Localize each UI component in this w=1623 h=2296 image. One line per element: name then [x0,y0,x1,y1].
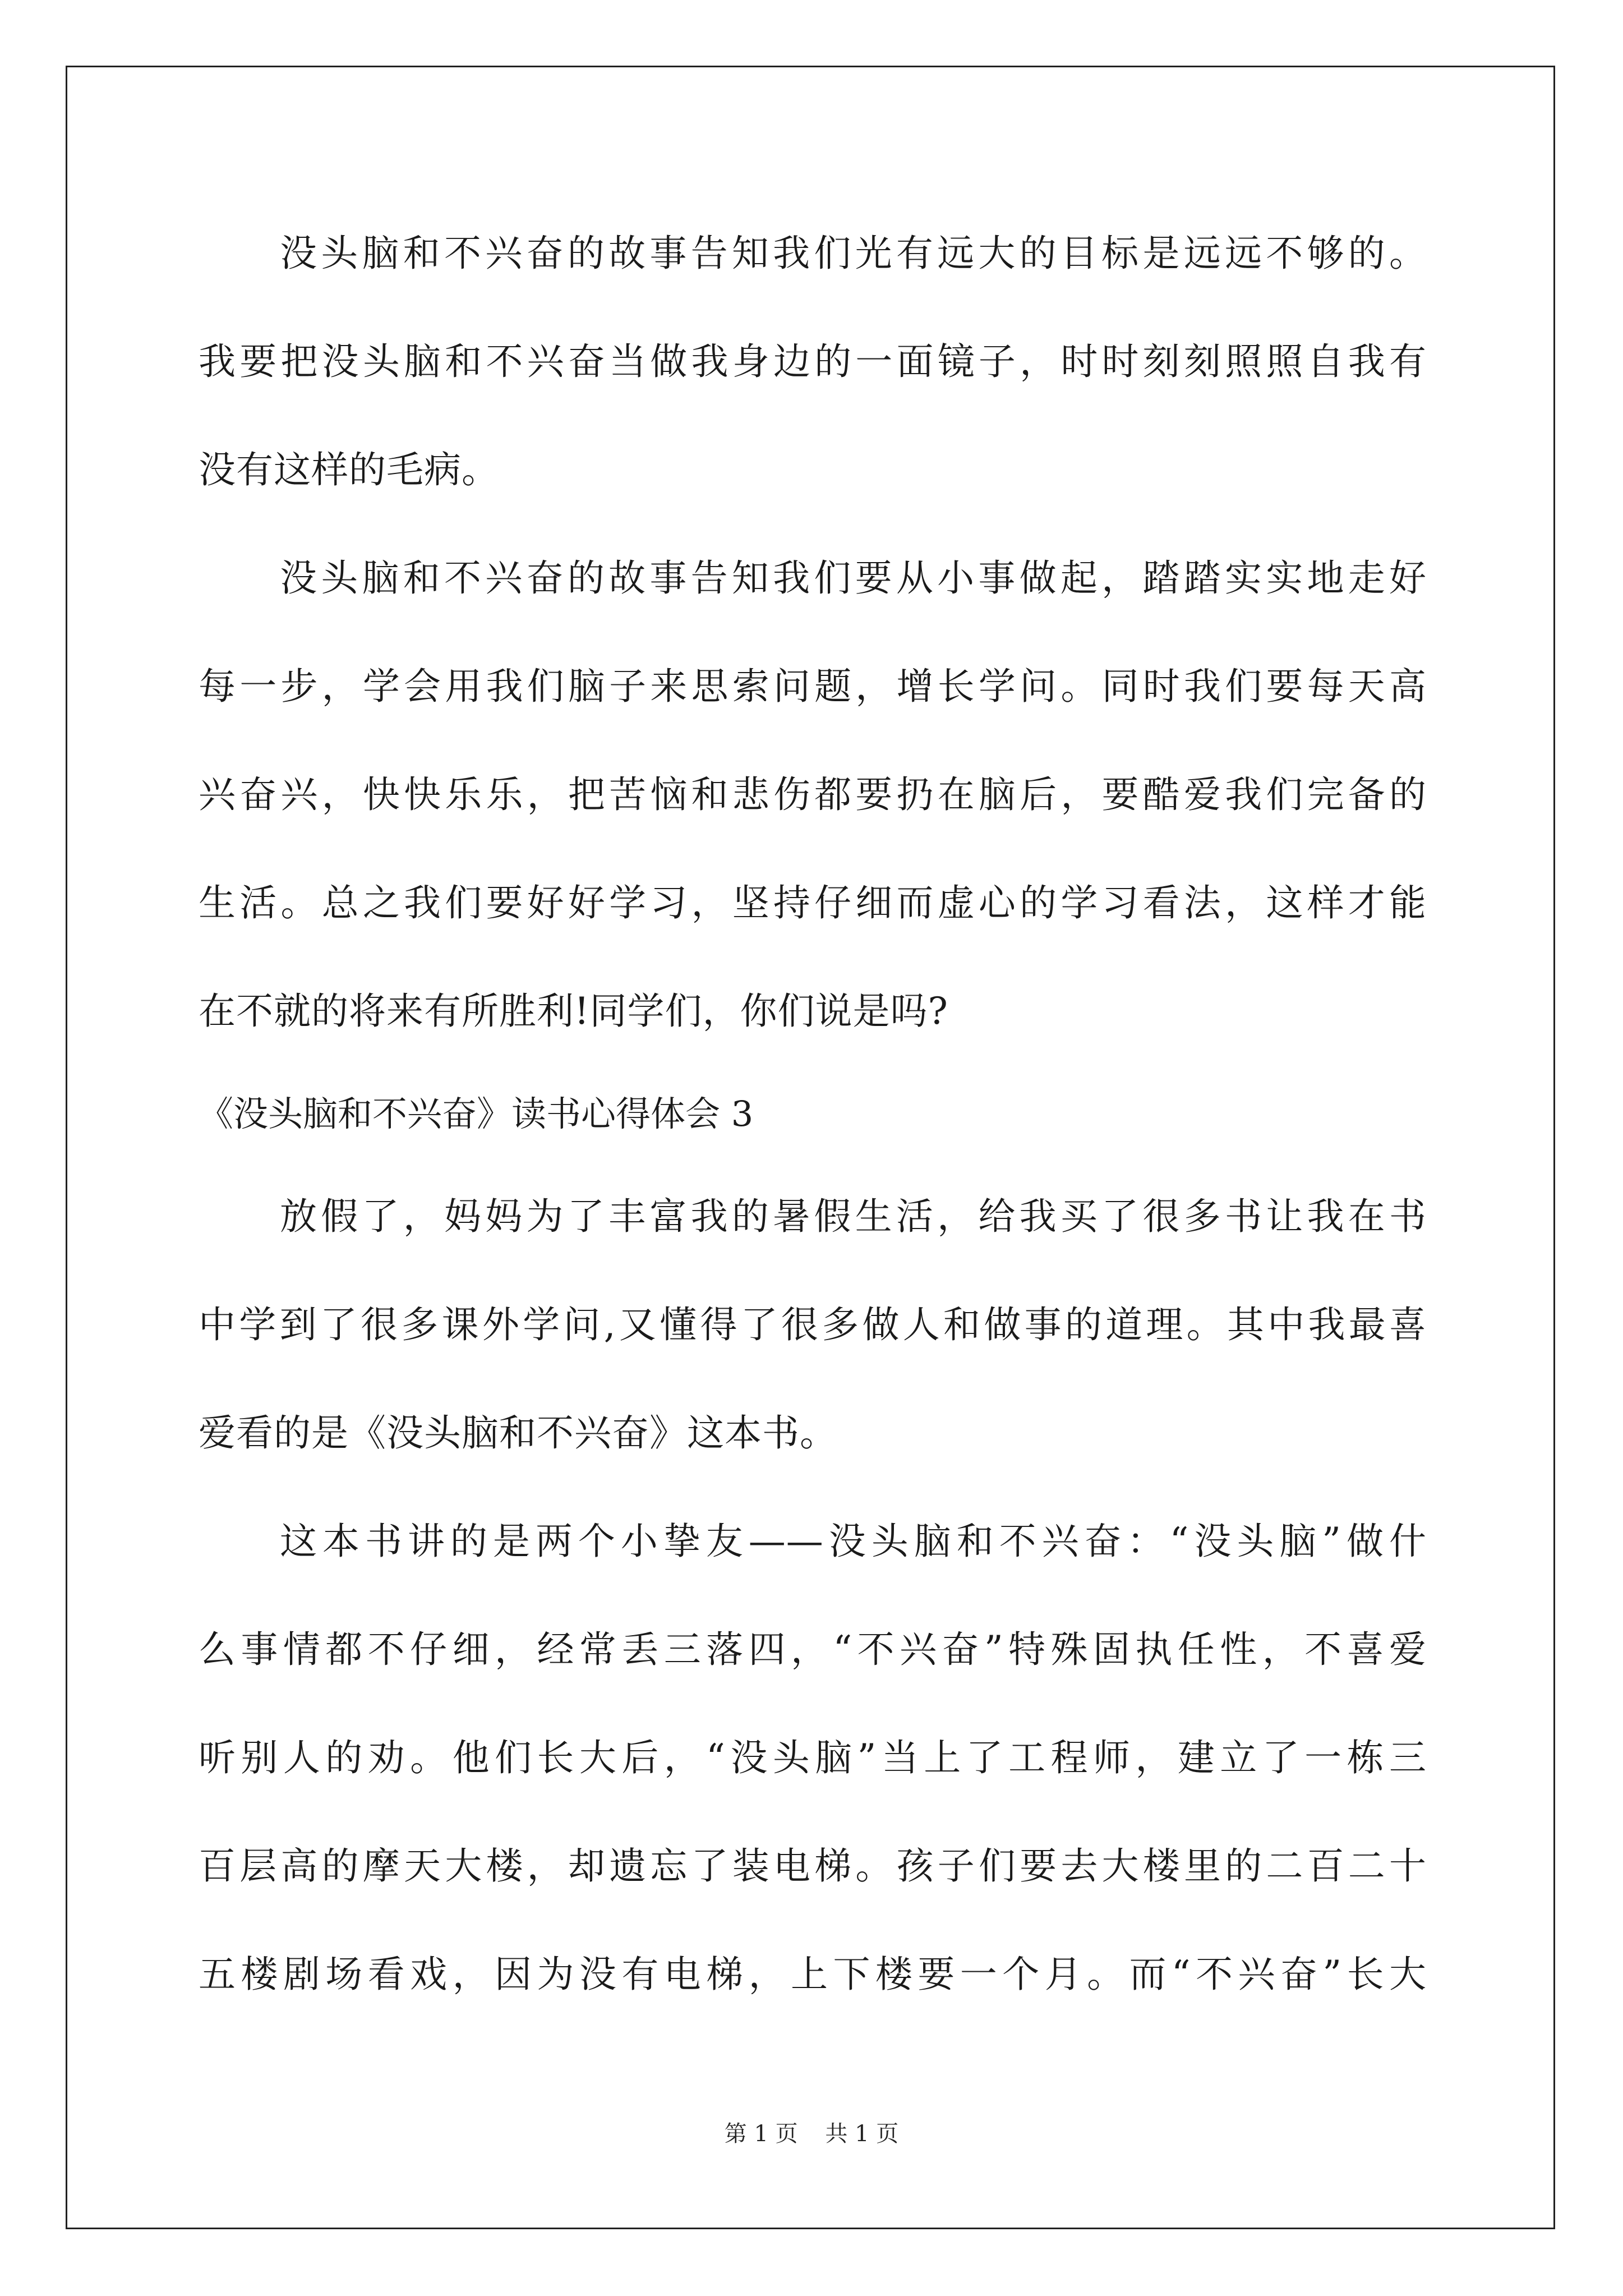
text-line: 没有这样的毛病。 [199,448,499,491]
text-line: 五楼剧场看戏，因为没有电梯，上下楼要一个月。而“不兴奋”长大 [199,1953,1427,1996]
text-line: 没头脑和不兴奋的故事告知我们要从小事做起，踏踏实实地走好 [280,556,1427,600]
text-line: 爱看的是《没头脑和不兴奋》这本书。 [199,1411,837,1455]
text-line: 每一步，学会用我们脑子来思索问题，增长学问。同时我们要每天高 [199,665,1427,708]
text-line: 中学到了很多课外学问,又懂得了很多做人和做事的道理。其中我最喜 [199,1303,1427,1346]
section-heading: 《没头脑和不兴奋》读书心得体会 3 [199,1093,754,1134]
text-line: 兴奋兴，快快乐乐，把苦恼和悲伤都要扔在脑后，要酷爱我们完备的 [199,773,1427,816]
page-number: 第 1 页 [724,2121,798,2147]
text-line: 这本书讲的是两个小挚友——没头脑和不兴奋：“没头脑”做什 [280,1520,1427,1563]
text-line: 么事情都不仔细，经常丢三落四，“不兴奋”特殊固执任性，不喜爱 [199,1628,1427,1671]
text-line: 生活。总之我们要好好学习，坚持仔细而虚心的学习看法，这样才能 [199,881,1427,924]
text-line: 百层高的摩天大楼，却遗忘了装电梯。孩子们要去大楼里的二百二十 [199,1844,1427,1888]
text-line: 没头脑和不兴奋的故事告知我们光有远大的目标是远远不够的。 [280,232,1427,275]
text-line: 听别人的劝。他们长大后，“没头脑”当上了工程师，建立了一栋三 [199,1736,1427,1779]
text-line: 放假了，妈妈为了丰富我的暑假生活，给我买了很多书让我在书 [280,1195,1427,1238]
page-count: 共 1 页 [825,2121,899,2147]
page-footer [0,2116,1623,2148]
text-line: 在不就的将来有所胜利!同学们，你们说是吗? [199,990,948,1033]
text-line: 我要把没头脑和不兴奋当做我身边的一面镜子，时时刻刻照照自我有 [199,340,1427,383]
